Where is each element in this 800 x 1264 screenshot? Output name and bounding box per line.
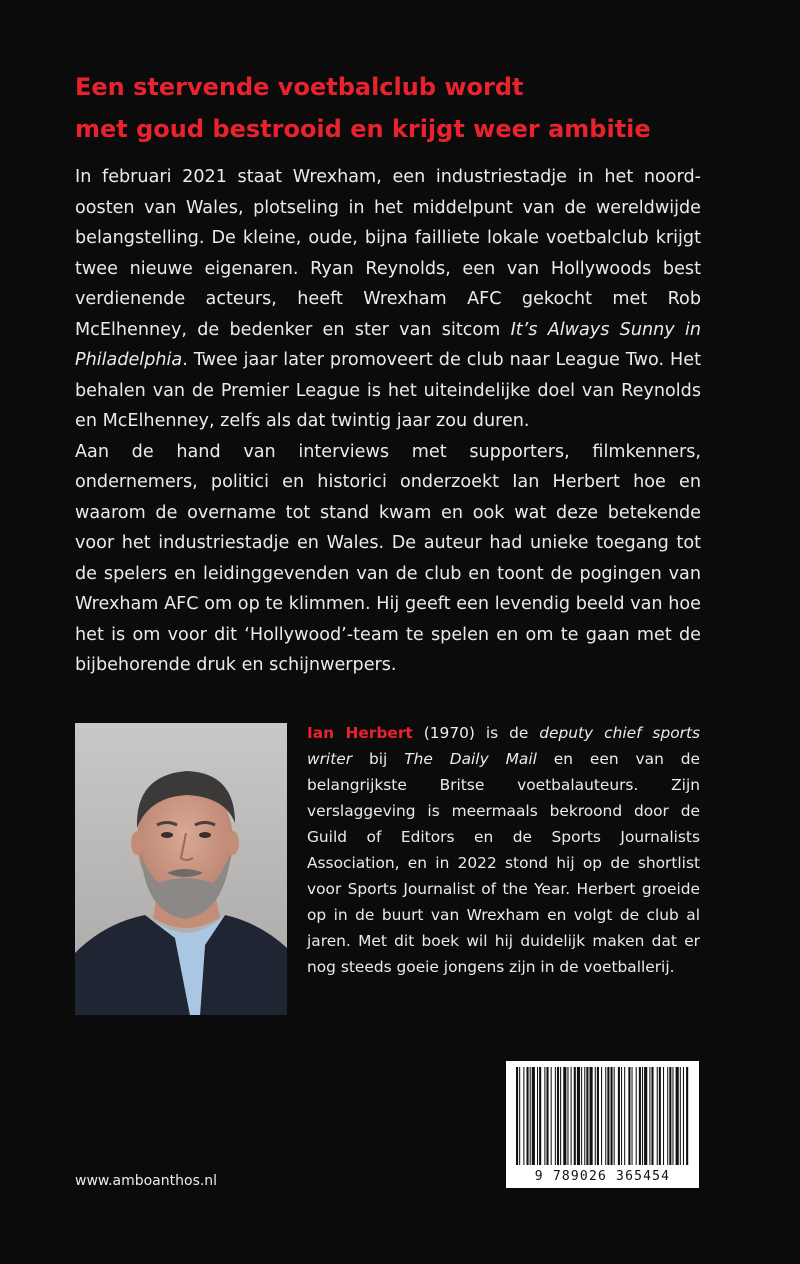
bio-italic-newspaper: The Daily Mail bbox=[404, 750, 537, 768]
barcode-bar bbox=[669, 1067, 671, 1165]
blurb-p1-text-end: . Twee jaar later promoveert de club naar League Two. Het behalen van de Premier League is het uiteindelijke doel van Reynolds en McElhenney, zelfs als dat twintig jaar zou duren. bbox=[75, 350, 701, 431]
barcode-bar bbox=[605, 1067, 606, 1165]
blurb-paragraph-2: Aan de hand van interviews met supporters, filmkenners, ondernemers, politici en historici onderzoekt Ian Herbert hoe en waarom de overname tot stand kwam en ook wat deze betekende voor het industriestadje en Wales. De auteur had unieke toegang tot de spelers en leidinggevenden van de club en toont de pogingen van Wrexham AFC om op te klimmen. Hij geeft een levendig beeld van hoe het is om voor dit ‘Hollywood’-team te spelen en om te gaan met de bijbehorende druk en schijnwerpers. bbox=[75, 441, 701, 675]
barcode-bar bbox=[560, 1067, 561, 1165]
barcode-bars bbox=[512, 1067, 693, 1165]
headline-line-1: Een stervende voetbalclub wordt bbox=[75, 73, 524, 101]
barcode-bar bbox=[649, 1067, 650, 1165]
barcode-bar bbox=[632, 1067, 633, 1165]
blurb-p1-italic-title: It’s Always Sunny in Philadelphia bbox=[75, 319, 701, 370]
author-name: Ian Herbert bbox=[307, 724, 413, 742]
barcode-bar bbox=[657, 1067, 658, 1165]
bio-text-2: bij bbox=[352, 750, 405, 768]
barcode-bar bbox=[686, 1067, 688, 1165]
barcode-bar bbox=[614, 1067, 615, 1165]
barcode-bar bbox=[532, 1067, 535, 1165]
barcode-bar bbox=[659, 1067, 661, 1165]
barcode-bar bbox=[601, 1067, 602, 1165]
barcode-bar bbox=[584, 1067, 585, 1165]
barcode-bar bbox=[577, 1067, 580, 1165]
barcode-bar bbox=[571, 1067, 572, 1165]
barcode-bar bbox=[519, 1067, 520, 1165]
barcode-bar bbox=[546, 1067, 548, 1165]
blurb bbox=[75, 162, 701, 681]
author-portrait-image bbox=[75, 723, 287, 1015]
barcode-bar bbox=[651, 1067, 653, 1165]
barcode-bar bbox=[672, 1067, 673, 1165]
barcode-bar bbox=[683, 1067, 684, 1165]
isbn-barcode bbox=[506, 1061, 699, 1188]
barcode-bar bbox=[680, 1067, 681, 1165]
barcode-bar bbox=[628, 1067, 630, 1165]
barcode-bar bbox=[644, 1067, 647, 1165]
barcode-bar bbox=[611, 1067, 613, 1165]
barcode-bar bbox=[544, 1067, 545, 1165]
barcode-bar bbox=[563, 1067, 566, 1165]
barcode-bar bbox=[607, 1067, 609, 1165]
barcode-bar bbox=[539, 1067, 541, 1165]
barcode-bar bbox=[574, 1067, 576, 1165]
barcode-bar bbox=[595, 1067, 596, 1165]
barcode-bar bbox=[624, 1067, 625, 1165]
barcode-bar bbox=[642, 1067, 643, 1165]
barcode-bar bbox=[597, 1067, 599, 1165]
blurb-paragraph-1 bbox=[75, 162, 701, 437]
publisher-website: www.amboanthos.nl bbox=[75, 1173, 218, 1189]
barcode-bar bbox=[523, 1067, 524, 1165]
barcode-bar bbox=[557, 1067, 559, 1165]
author-photo bbox=[75, 723, 287, 1015]
barcode-bar bbox=[663, 1067, 664, 1165]
barcode-bar bbox=[636, 1067, 637, 1165]
barcode-bar bbox=[590, 1067, 593, 1165]
barcode-bar bbox=[530, 1067, 531, 1165]
barcode-bar bbox=[581, 1067, 582, 1165]
barcode-bar bbox=[618, 1067, 620, 1165]
barcode-bar bbox=[676, 1067, 679, 1165]
bio-text-1: (1970) is de bbox=[412, 724, 540, 742]
barcode-digits: 9 789026 365454 bbox=[534, 1169, 671, 1184]
barcode-bar bbox=[551, 1067, 552, 1165]
barcode-bar bbox=[516, 1067, 518, 1165]
barcode-bar bbox=[527, 1067, 529, 1165]
barcode-bar bbox=[667, 1067, 668, 1165]
barcode-bar bbox=[586, 1067, 588, 1165]
barcode-bar bbox=[537, 1067, 538, 1165]
barcode-bar bbox=[555, 1067, 556, 1165]
bio-text-3: en een van de belangrijkste Britse voetbalauteurs. Zijn verslaggeving is meermaals bekroond door de Guild of Editors en de Sports Journalists Association, en in 2022 stond hij op de shortlist voor Sports Journalist of the Year. Herbert groeide op in de buurt van Wrexham en volgt de club al jaren. Met dit boek wil hij duidelijk maken dat er nog steeds goeie jongens zijn in de voetballerij. bbox=[307, 750, 700, 976]
barcode-bar bbox=[639, 1067, 641, 1165]
barcode-bar bbox=[621, 1067, 622, 1165]
headline bbox=[75, 66, 755, 150]
bio-italic-job-title: deputy chief sports writer bbox=[307, 724, 701, 768]
headline-line-2: met goud bestrooid en krijgt weer ambitie bbox=[75, 115, 651, 143]
barcode-bar bbox=[567, 1067, 568, 1165]
author-bio bbox=[307, 720, 700, 980]
blurb-p1-text: In februari 2021 staat Wrexham, een industriestadje in het noord-oosten van Wales, plotseling in het middelpunt van de wereldwijde belangstelling. De kleine, oude, bijna failliete lokale voetbalclub krijgt twee nieuwe eigenaren. Ryan Reynolds, een van Hollywoods best verdienende acteurs, heeft Wrexham AFC gekocht met Rob McElhenney, de bedenker en ster van sitcom bbox=[75, 167, 701, 340]
